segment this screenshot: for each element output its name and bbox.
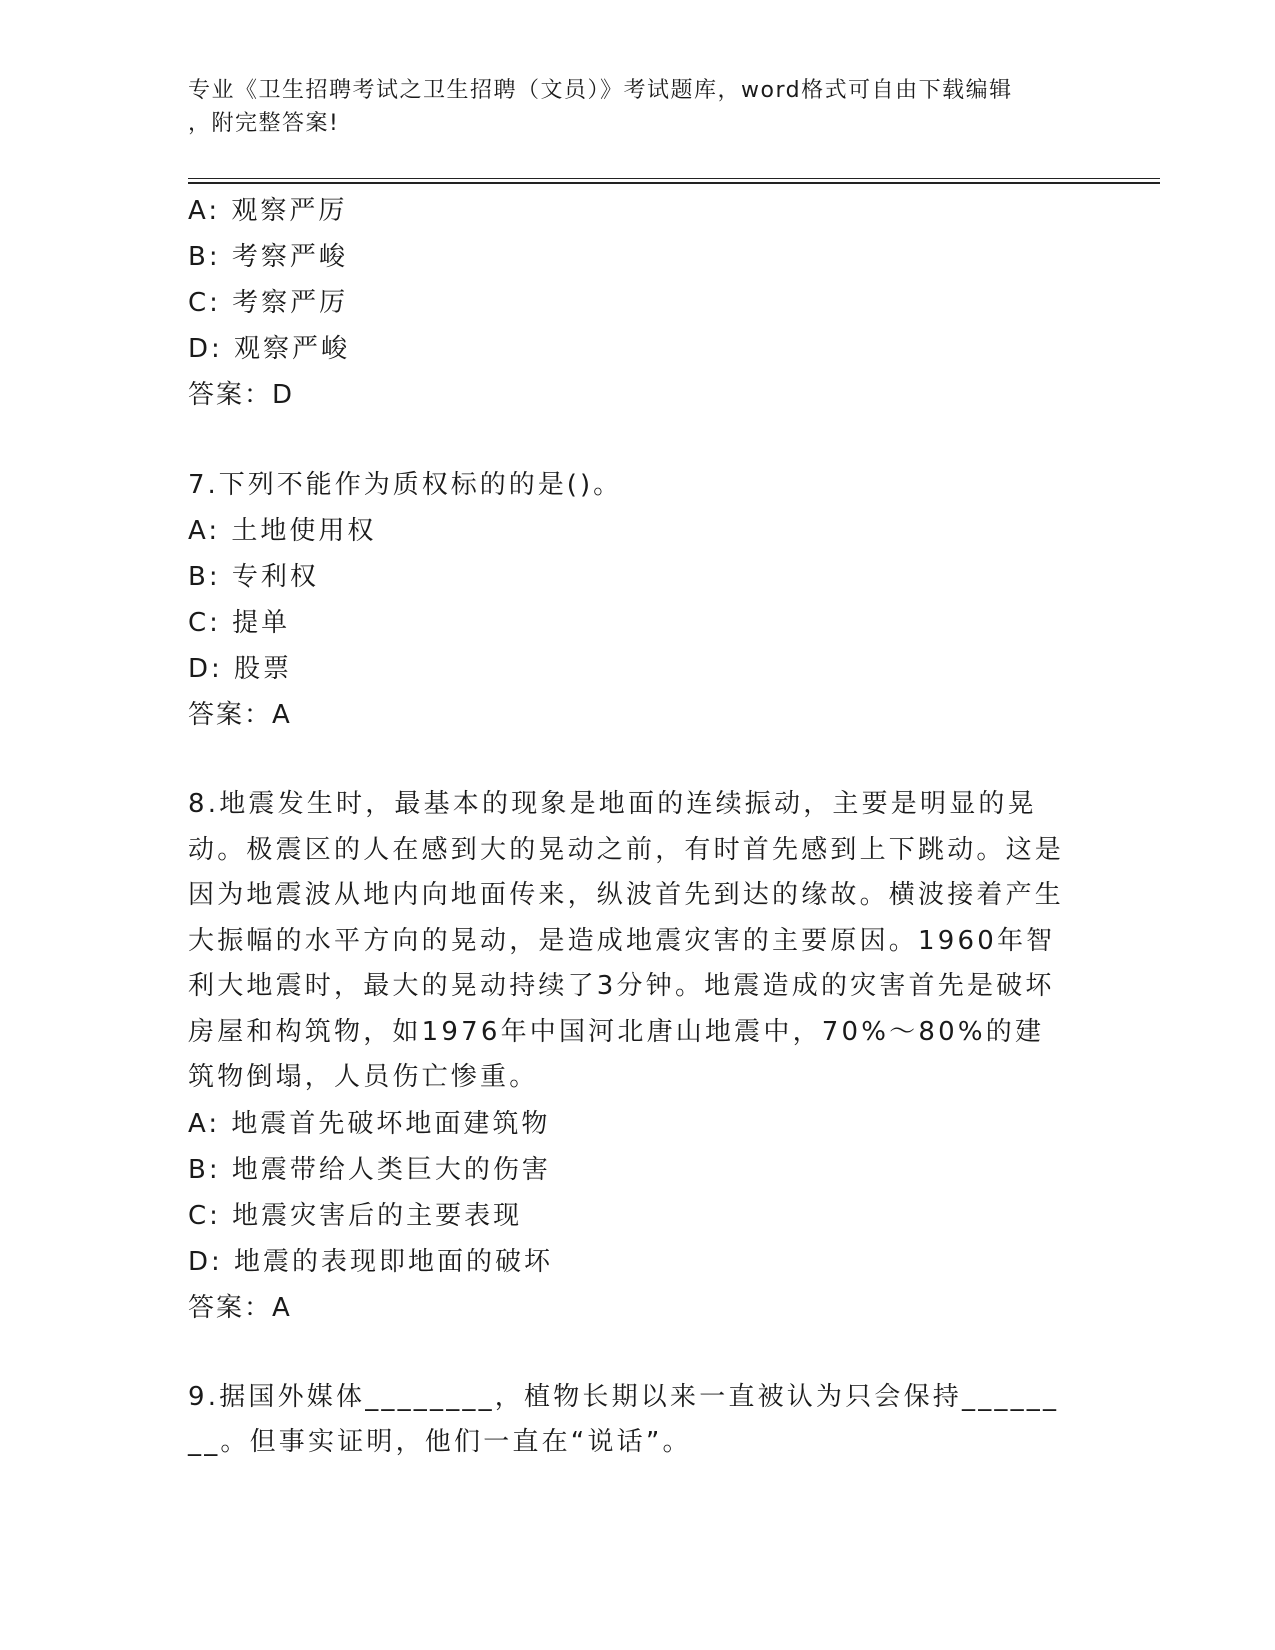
header-divider-thick [188,182,1160,184]
question-stem: 7.下列不能作为质权标的的是()。 [188,470,623,500]
option-c: C: 地震灾害后的主要表现 [188,1200,523,1231]
option-d: D: 地震的表现即地面的破坏 [188,1246,554,1277]
option-d: D: 观察严峻 [188,334,351,364]
question-list [188,188,1068,1466]
option-b: B: 专利权 [188,562,319,592]
answer-line: 答案：A [188,1292,292,1323]
option-a: A: 地震首先破坏地面建筑物 [188,1108,551,1139]
spacer [188,738,1068,782]
header-line-2: ，附完整答案! [188,111,340,136]
header-divider-thin [188,178,1160,179]
answer-line: 答案：D [188,380,295,410]
option-c: C: 考察严厉 [188,288,349,318]
question-8 [188,782,1068,1331]
document-header [188,74,1088,140]
option-c: C: 提单 [188,608,291,638]
spacer [188,418,1068,462]
option-d: D: 股票 [188,654,293,684]
option-b: B: 考察严峻 [188,242,348,272]
question-stem: 8.地震发生时，最基本的现象是地面的连续振动，主要是明显的晃动。极震区的人在感到大的晃动之前，有时首先感到上下跳动。这是因为地震波从地内向地面传来，纵波首先到达的缘故。横波接着产生大振幅的水平方向的晃动，是造成地震灾害的主要原因。1960年智利大地震时，最大的晃动持续了3分钟。地震造成的灾害首先是破坏房屋和构筑物，如1976年中国河北唐山地震中，70%～80%的建筑物倒塌，人员伤亡惨重。 [188,789,1065,1092]
spacer [188,1331,1068,1375]
question-6 [188,188,1068,418]
question-7 [188,462,1068,738]
question-9 [188,1375,1068,1466]
header-line-1: 专业《卫生招聘考试之卫生招聘（文员）》考试题库，word格式可自由下载编辑 [188,78,1013,103]
option-a: A: 土地使用权 [188,516,377,546]
option-a: A: 观察严厉 [188,196,348,226]
option-b: B: 地震带给人类巨大的伤害 [188,1154,551,1185]
question-stem: 9.据国外媒体________，植物长期以来一直被认为只会保持________。但事实证明，他们一直在“说话”。 [188,1381,1060,1457]
answer-line: 答案：A [188,700,292,730]
